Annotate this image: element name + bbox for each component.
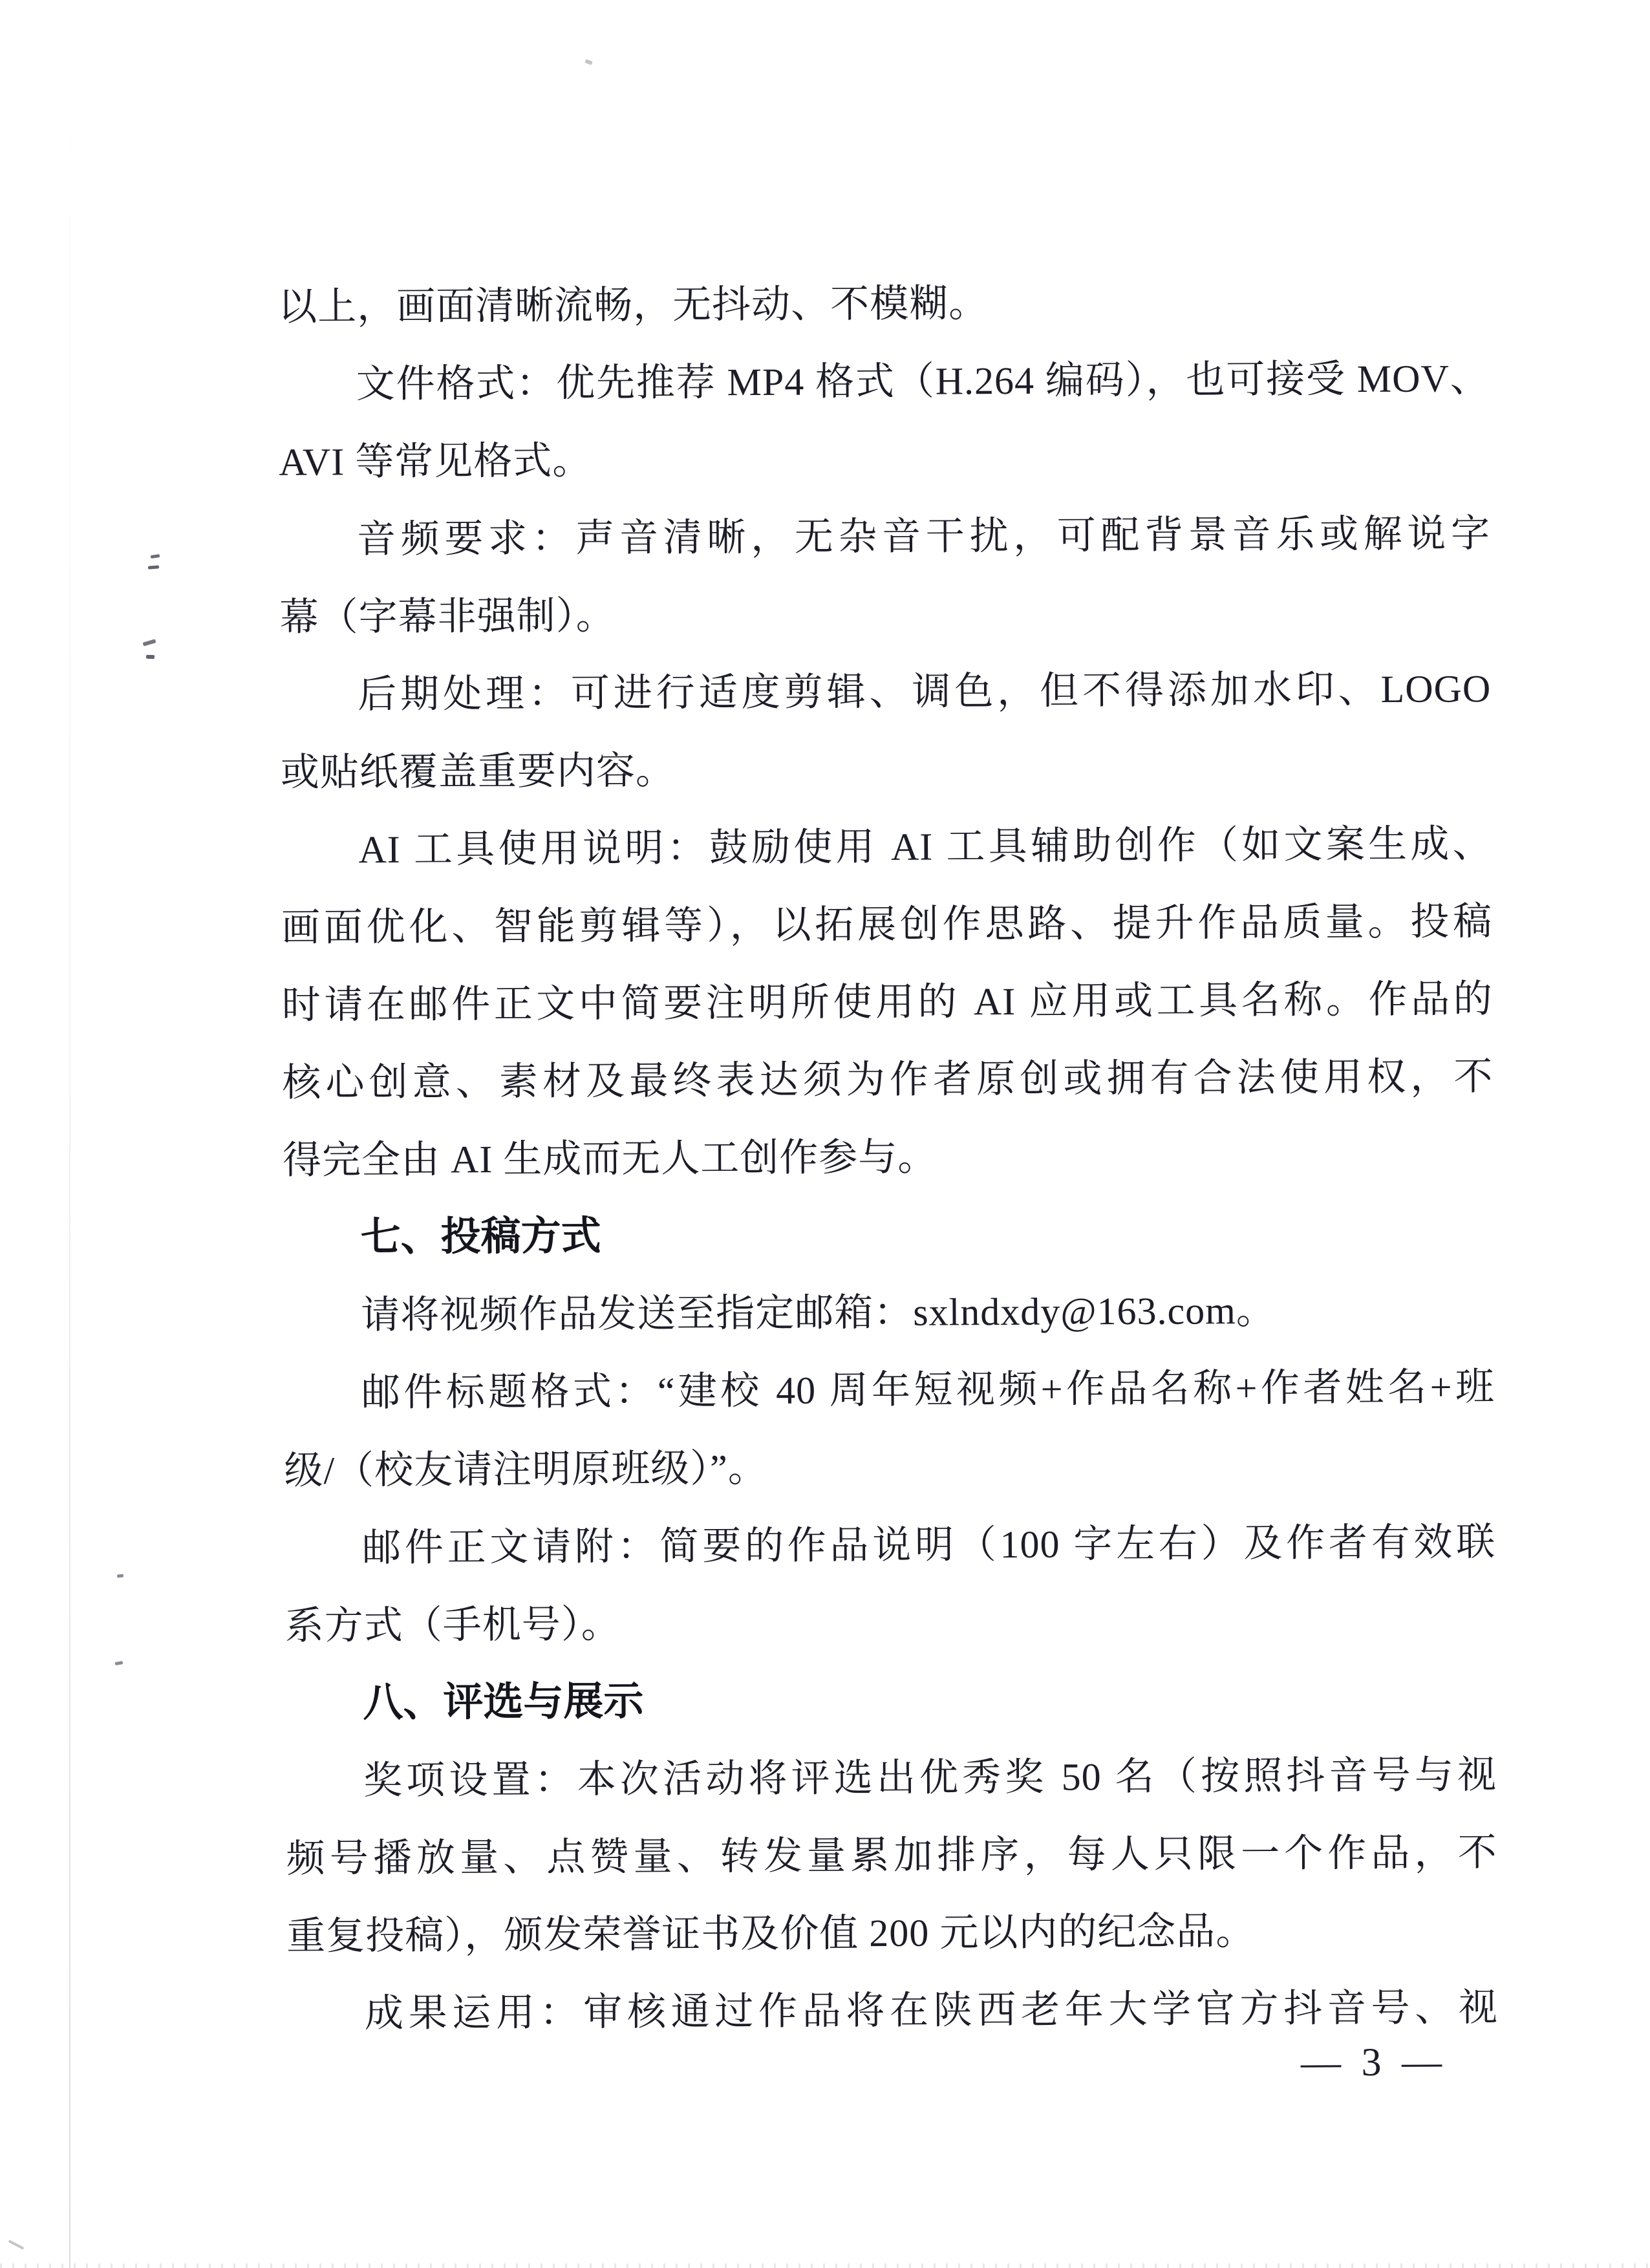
document-body (278, 262, 1498, 2053)
text-line: 幕（字幕非强制）。 (279, 594, 616, 639)
text-line: 得完全由 AI 生成而无人工创作参与。 (282, 1135, 938, 1182)
text-line: 成果运用：审核通过作品将在陕西老年大学官方抖音号、视 (364, 1986, 1499, 2035)
text-line: 时请在邮件正文中简要注明所使用的 AI 应用或工具名称。作品的 (281, 978, 1493, 1027)
scan-artifact (146, 655, 155, 659)
text-line: 重复投稿），颁发荣誉证书及价值 200 元以内的纪念品。 (286, 1910, 1256, 1958)
text-line: 奖项设置：本次活动将评选出优秀奖 50 名（按照抖音号与视 (363, 1753, 1497, 1803)
section-heading: 七、投稿方式 (360, 1214, 601, 1260)
page-number: — 3 — (1300, 2040, 1448, 2085)
text-line: 请将视频作品发送至指定邮箱：sxlndxdy@163.com。 (361, 1289, 1276, 1337)
scan-edge-noise (0, 2263, 1650, 2268)
text-line: 级/（校友请注明原班级）”。 (284, 1446, 768, 1492)
text-line: 画面优化、智能剪辑等），以拓展创作思路、提升作品质量。投稿 (281, 900, 1493, 949)
scan-artifact (148, 565, 159, 569)
section-heading: 八、评选与展示 (363, 1678, 644, 1726)
scan-artifact (8, 2240, 25, 2250)
text-line: 后期处理：可进行适度剪辑、调色，但不得添加水印、LOGO (358, 667, 1492, 716)
scan-crease-line (69, 0, 70, 2268)
scan-artifact (151, 554, 160, 559)
text-line: 邮件标题格式：“建校 40 周年短视频+作品名称+作者姓名+班 (361, 1365, 1495, 1415)
text-line: 系方式（手机号）。 (284, 1603, 621, 1647)
text-line: AI 工具使用说明：鼓励使用 AI 工具辅助创作（如文案生成、 (358, 822, 1492, 872)
scan-artifact (115, 1661, 123, 1665)
text-line: 邮件正文请附：简要的作品说明（100 字左右）及作者有效联 (361, 1521, 1496, 1570)
text-line: 核心创意、素材及最终表达须为作者原创或拥有合法使用权，不 (282, 1055, 1494, 1104)
text-line: 频号播放量、点赞量、转发量累加排序，每人只限一个作品，不 (286, 1831, 1497, 1880)
text-line: 音频要求：声音清晰，无杂音干扰，可配背景音乐或解说字 (356, 512, 1491, 561)
text-line: 或贴纸覆盖重要内容。 (280, 749, 676, 794)
scan-artifact (584, 59, 592, 65)
text-line: 以上，画面清晰流畅，无抖动、不模糊。 (277, 282, 989, 328)
scan-artifact (143, 639, 156, 646)
text-line: AVI 等常见格式。 (279, 439, 592, 484)
text-line: 文件格式：优先推荐 MP4 格式（H.264 编码），也可接受 MOV、 (356, 357, 1490, 406)
scan-artifact (117, 1574, 123, 1578)
